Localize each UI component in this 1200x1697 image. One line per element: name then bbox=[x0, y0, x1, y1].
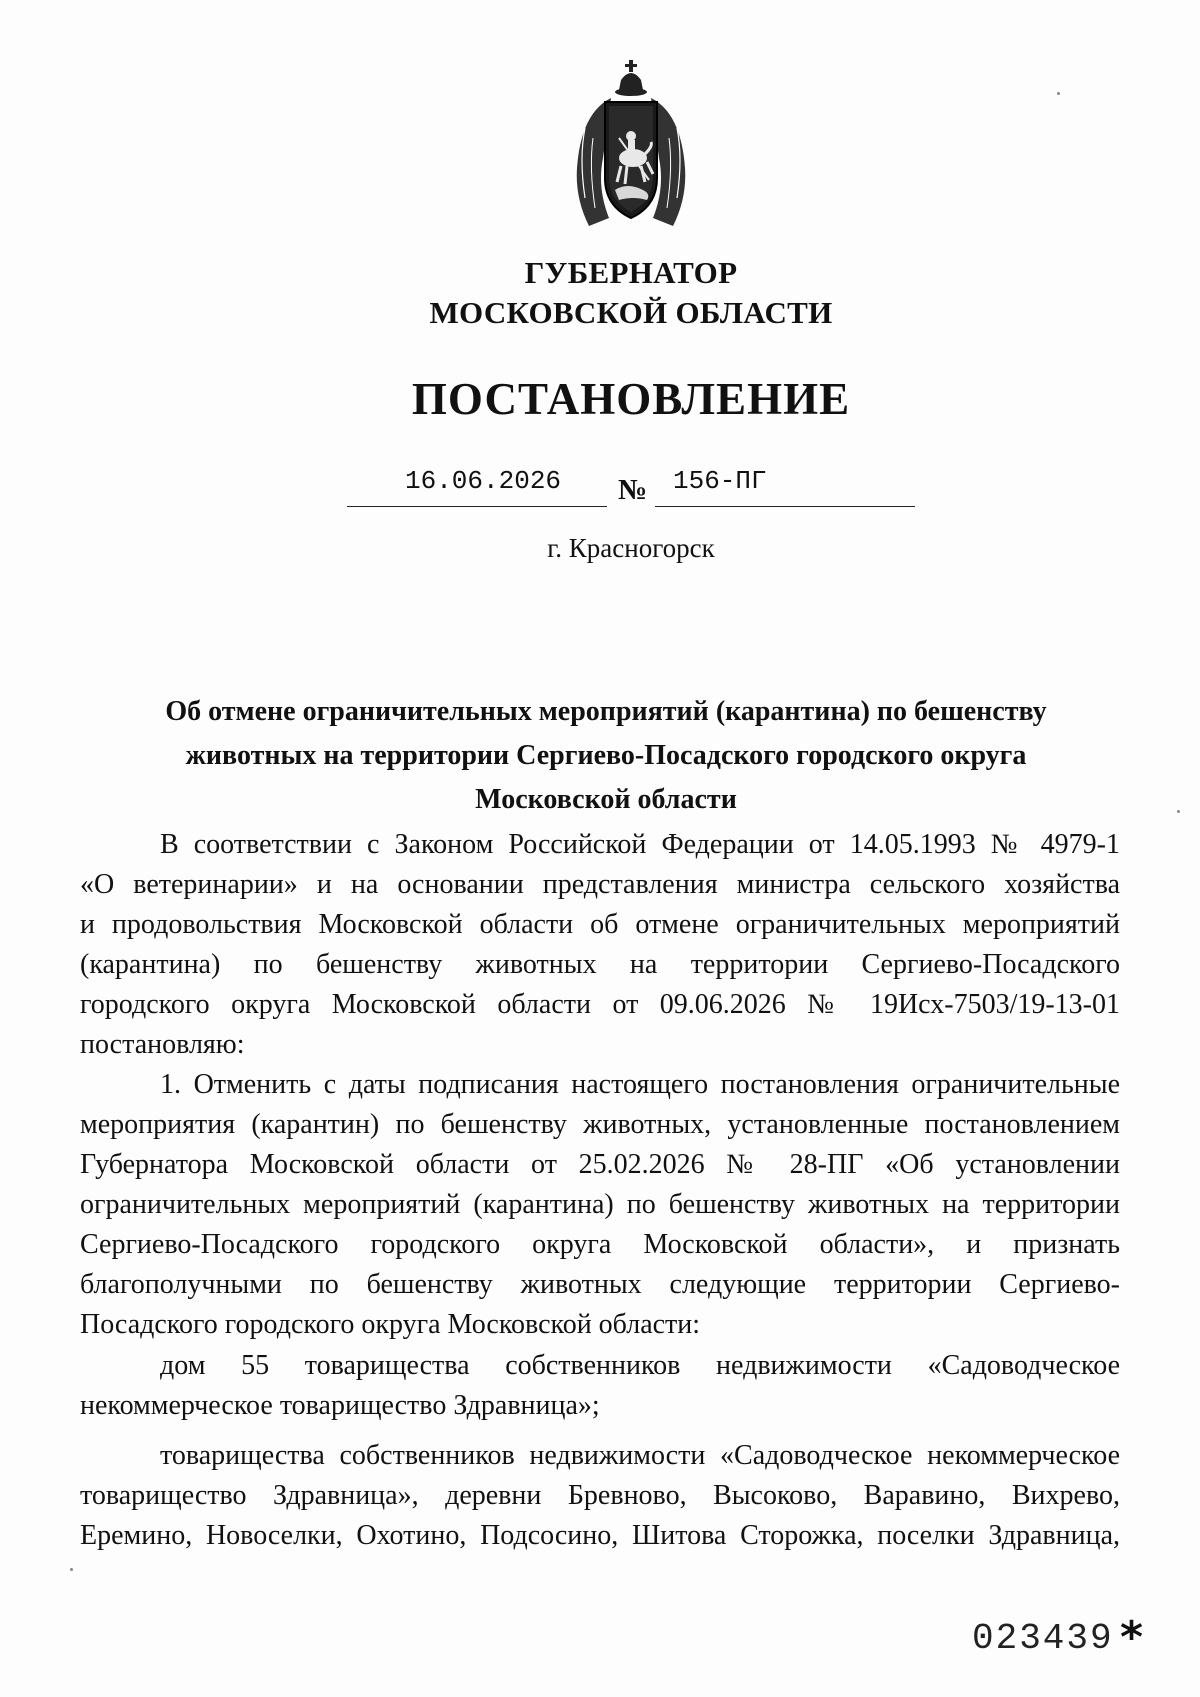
text-line: ограничительных мероприятий (карантина) по бешенству животных на территории bbox=[80, 1189, 1120, 1220]
serial-number: 023439 bbox=[972, 1618, 1114, 1659]
text-line: постановляю: bbox=[80, 1029, 245, 1060]
text-line: В соответствии с Законом Российской Федерации от 14.05.1993 № 4979-1 bbox=[160, 829, 1120, 860]
text-line: 1. Отменить с даты подписания настоящего постановления ограничительные bbox=[160, 1069, 1120, 1100]
territory-item-paragraph bbox=[80, 1346, 1120, 1426]
date-field bbox=[347, 462, 607, 507]
issuing-authority bbox=[0, 253, 1200, 333]
scan-speck bbox=[70, 1568, 73, 1571]
text-line: некоммерческое товарищество Здравница»; bbox=[80, 1390, 600, 1421]
document-date: 16.06.2026 bbox=[405, 466, 562, 496]
issuing-city: г. Красногорск bbox=[547, 533, 715, 563]
number-field bbox=[655, 462, 915, 507]
text-line: товарищество Здравница», деревни Бревново, Высоково, Варавино, Вихрево, bbox=[80, 1480, 1120, 1511]
authority-region: МОСКОВСКОЙ ОБЛАСТИ bbox=[429, 295, 833, 330]
document-title bbox=[150, 690, 1062, 822]
document-number: 156-ПГ bbox=[673, 466, 767, 496]
text-line: городского округа Московской области от 09.06.2026 № 19Исх-7503/19-13-01 bbox=[80, 989, 1120, 1020]
text-line: (карантина) по бешенству животных на территории Сергиево-Посадского bbox=[80, 949, 1120, 980]
number-sign: № bbox=[618, 474, 648, 506]
territory-list-paragraph bbox=[80, 1436, 1120, 1556]
text-line: Посадского городского округа Московской области: bbox=[80, 1309, 701, 1340]
title-line: Об отмене ограничительных мероприятий (карантина) по бешенству bbox=[165, 696, 1047, 727]
text-line: Сергиево-Посадского городского округа Московской области», и признать bbox=[80, 1229, 1120, 1260]
asterisk-mark: * bbox=[1120, 1612, 1144, 1663]
text-line: Еремино, Новоселки, Охотино, Подсосино, Шитова Сторожка, поселки Здравница, bbox=[80, 1520, 1120, 1551]
text-line: дом 55 товарищества собственников недвижимости «Садоводческое bbox=[160, 1350, 1120, 1381]
text-line: благополучными по бешенству животных следующие территории Сергиево- bbox=[80, 1269, 1120, 1300]
clause-1-paragraph bbox=[80, 1065, 1120, 1345]
title-line: Московской области bbox=[475, 784, 737, 815]
text-line: мероприятия (карантин) по бешенству животных, установленные постановлением bbox=[80, 1109, 1120, 1140]
moscow-oblast-coat-of-arms-icon bbox=[571, 58, 691, 230]
scan-speck bbox=[1057, 92, 1060, 95]
title-line: животных на территории Сергиево-Посадского городского округа bbox=[185, 740, 1027, 771]
text-line: товарищества собственников недвижимости «Садоводческое некоммерческое bbox=[160, 1440, 1120, 1471]
text-line: «О ветеринарии» и на основании представления министра сельского хозяйства bbox=[80, 869, 1120, 900]
scan-speck bbox=[1177, 810, 1180, 813]
document-type-heading: ПОСТАНОВЛЕНИЕ bbox=[411, 374, 851, 424]
text-line: и продовольствия Московской области об отмене ограничительных мероприятий bbox=[80, 909, 1120, 940]
text-line: Губернатора Московской области от 25.02.2026 № 28-ПГ «Об установлении bbox=[80, 1149, 1120, 1180]
preamble-paragraph bbox=[80, 825, 1120, 1065]
authority-title: ГУБЕРНАТОР bbox=[524, 255, 738, 290]
